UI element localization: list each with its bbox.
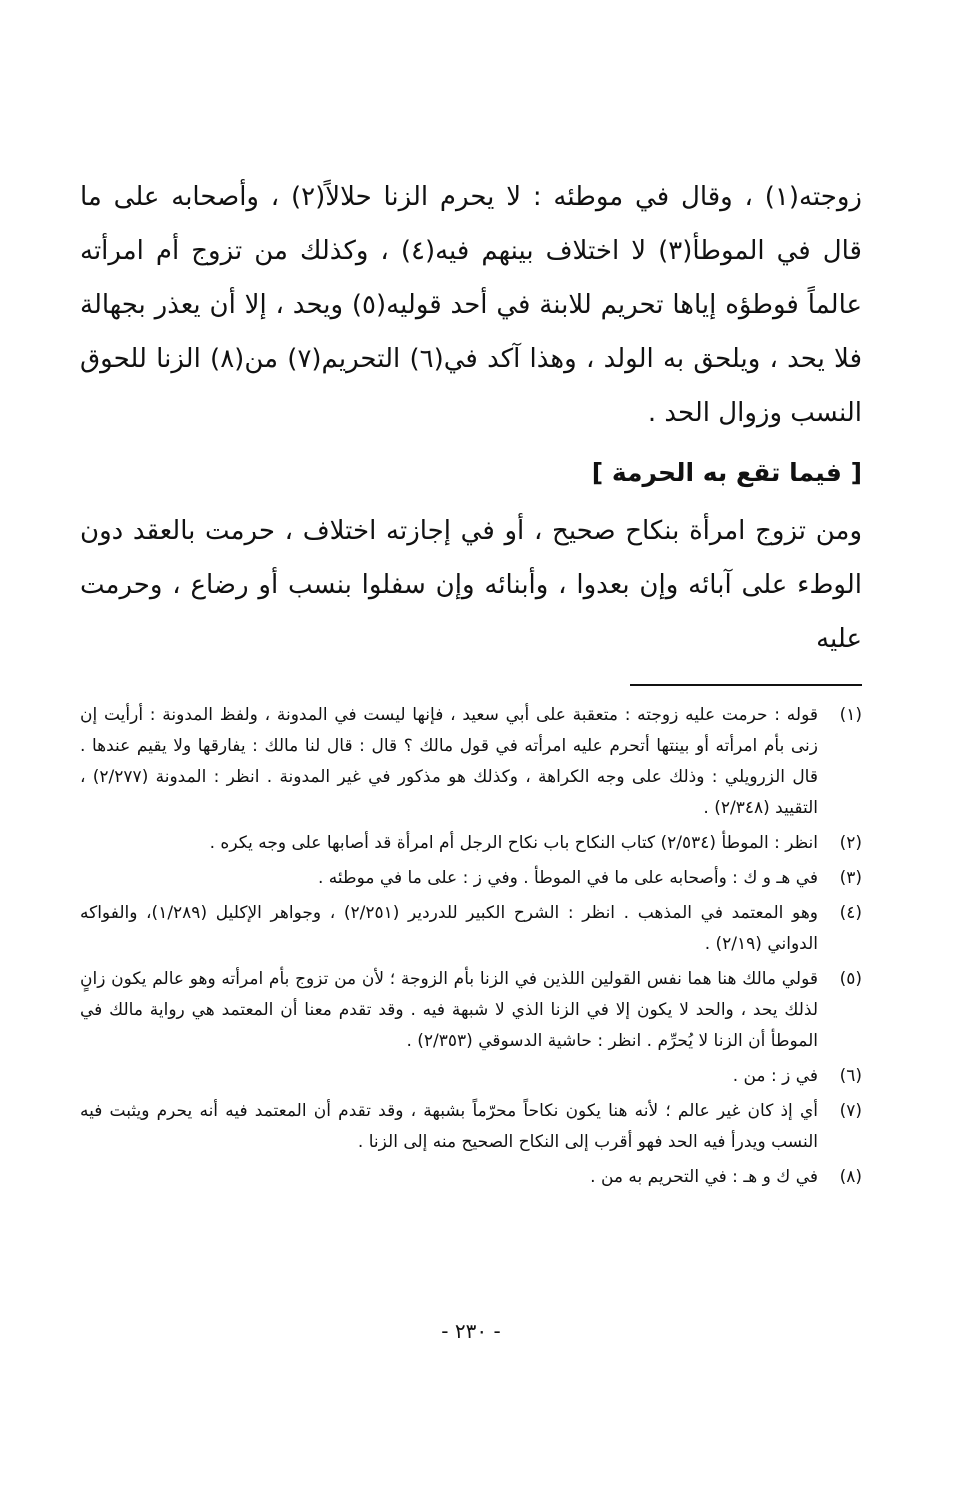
main-paragraph-2: ومن تزوج امرأة بنكاح صحيح ، أو في إجازته اختلاف ، حرمت بالعقد دون الوطء على آبائه وإن بعدوا ، وأبنائه وإن سفلوا بنسب أو رضاع ، وحرمت عليه	[80, 516, 862, 654]
footnote-text: انظر : الموطأ (٢/٥٣٤) كتاب النكاح باب نكاح الرجل أم امرأة قد أصابها على وجه يكره .	[209, 833, 818, 853]
footnote-number: (٧)	[839, 1101, 862, 1121]
footnote-8	[80, 1162, 862, 1193]
main-text	[80, 170, 862, 666]
footnote-4	[80, 898, 862, 960]
footnote-number: (٦)	[839, 1066, 862, 1086]
footnote-text: في ز : من .	[732, 1066, 818, 1086]
footnotes-list	[80, 700, 862, 1193]
footnote-5	[80, 964, 862, 1057]
main-paragraph-1: زوجته(١) ، وقال في موطئه : لا يحرم الزنا حلالاً(٢) ، وأصحابه على ما قال في الموطأ(٣) لا اختلاف بينهم فيه(٤) ، وكذلك من تزوج أم امرأته عالماً فوطؤه إياها تحريم للابنة في أحد قوليه(٥) ويحد ، إلا أن يعذر بجهالة فلا يحد ، ويلحق به الولد ، وهذا آكد في(٦) التحريم(٧) من(٨) الزنا للحوق النسب وزوال الحد .	[80, 182, 862, 428]
page-number: - ٢٣٠ -	[441, 1319, 501, 1343]
footnote-number: (٤)	[839, 903, 862, 923]
section-heading: [ فيما تقع به الحرمة ]	[591, 458, 862, 487]
footnote-2	[80, 828, 862, 859]
footnote-number: (٣)	[839, 868, 862, 888]
footnote-number: (٥)	[839, 969, 862, 989]
footnote-separator	[630, 684, 862, 686]
footnote-text: وهو المعتمد في المذهب . انظر : الشرح الكبير للدردير (٢/٢٥١) ، وجواهر الإكليل (١/٢٨٩)، والفواكه الدواني (٢/١٩) .	[80, 903, 818, 954]
footnote-text: أي إذ كان غير عالم ؛ لأنه هنا يكون نكاحاً محرّماً بشبهة ، وقد تقدم أن المعتمد فيه أنه يحرم ويثبت فيه النسب ويدرأ فيه الحد فهو أقرب إلى النكاح الصحيح منه إلى الزنا .	[80, 1101, 818, 1152]
footnote-6	[80, 1061, 862, 1092]
footnote-7	[80, 1096, 862, 1158]
footnote-text: في هـ و ك : وأصحابه على ما في الموطأ . وفي ز : على ما في موطئه .	[317, 868, 818, 888]
footnote-number: (١)	[839, 705, 862, 725]
footnote-1	[80, 700, 862, 824]
footnote-3	[80, 863, 862, 894]
footnote-text: قولي مالك هنا هما نفس القولين اللذين في الزنا بأم الزوجة ؛ لأن من تزوج بأم امرأته وهو عالم يكون زانٍ لذلك يحد ، والحد لا يكون إلا في الزنا الذي لا شبهة فيه . وقد تقدم معنا أن المعتمد هي رواية مالك في الموطأ أن الزنا لا يُحرِّم . انظر : حاشية الدسوقي (٢/٣٥٣) .	[80, 969, 818, 1051]
footnote-text: في ك و هـ : في التحريم به من .	[590, 1167, 818, 1187]
page	[80, 170, 862, 1470]
footnote-number: (٢)	[839, 833, 862, 853]
footnote-number: (٨)	[839, 1167, 862, 1187]
footnote-text: قوله : حرمت عليه زوجته : متعقبة على أبي سعيد ، فإنها ليست في المدونة ، ولفظ المدونة : أرأيت إن زنى بأم امرأته أو بينتها أتحرم عليه امرأته في قول مالك ؟ قال : قال لنا مالك : يفارقها ولا يقيم عندها . قال الزرويلي : وذلك على وجه الكراهة ، وكذلك هو مذكور في غير المدونة . انظر : المدونة (٢/٢٧٧) ، التقييد (٢/٣٤٨) .	[80, 705, 818, 818]
